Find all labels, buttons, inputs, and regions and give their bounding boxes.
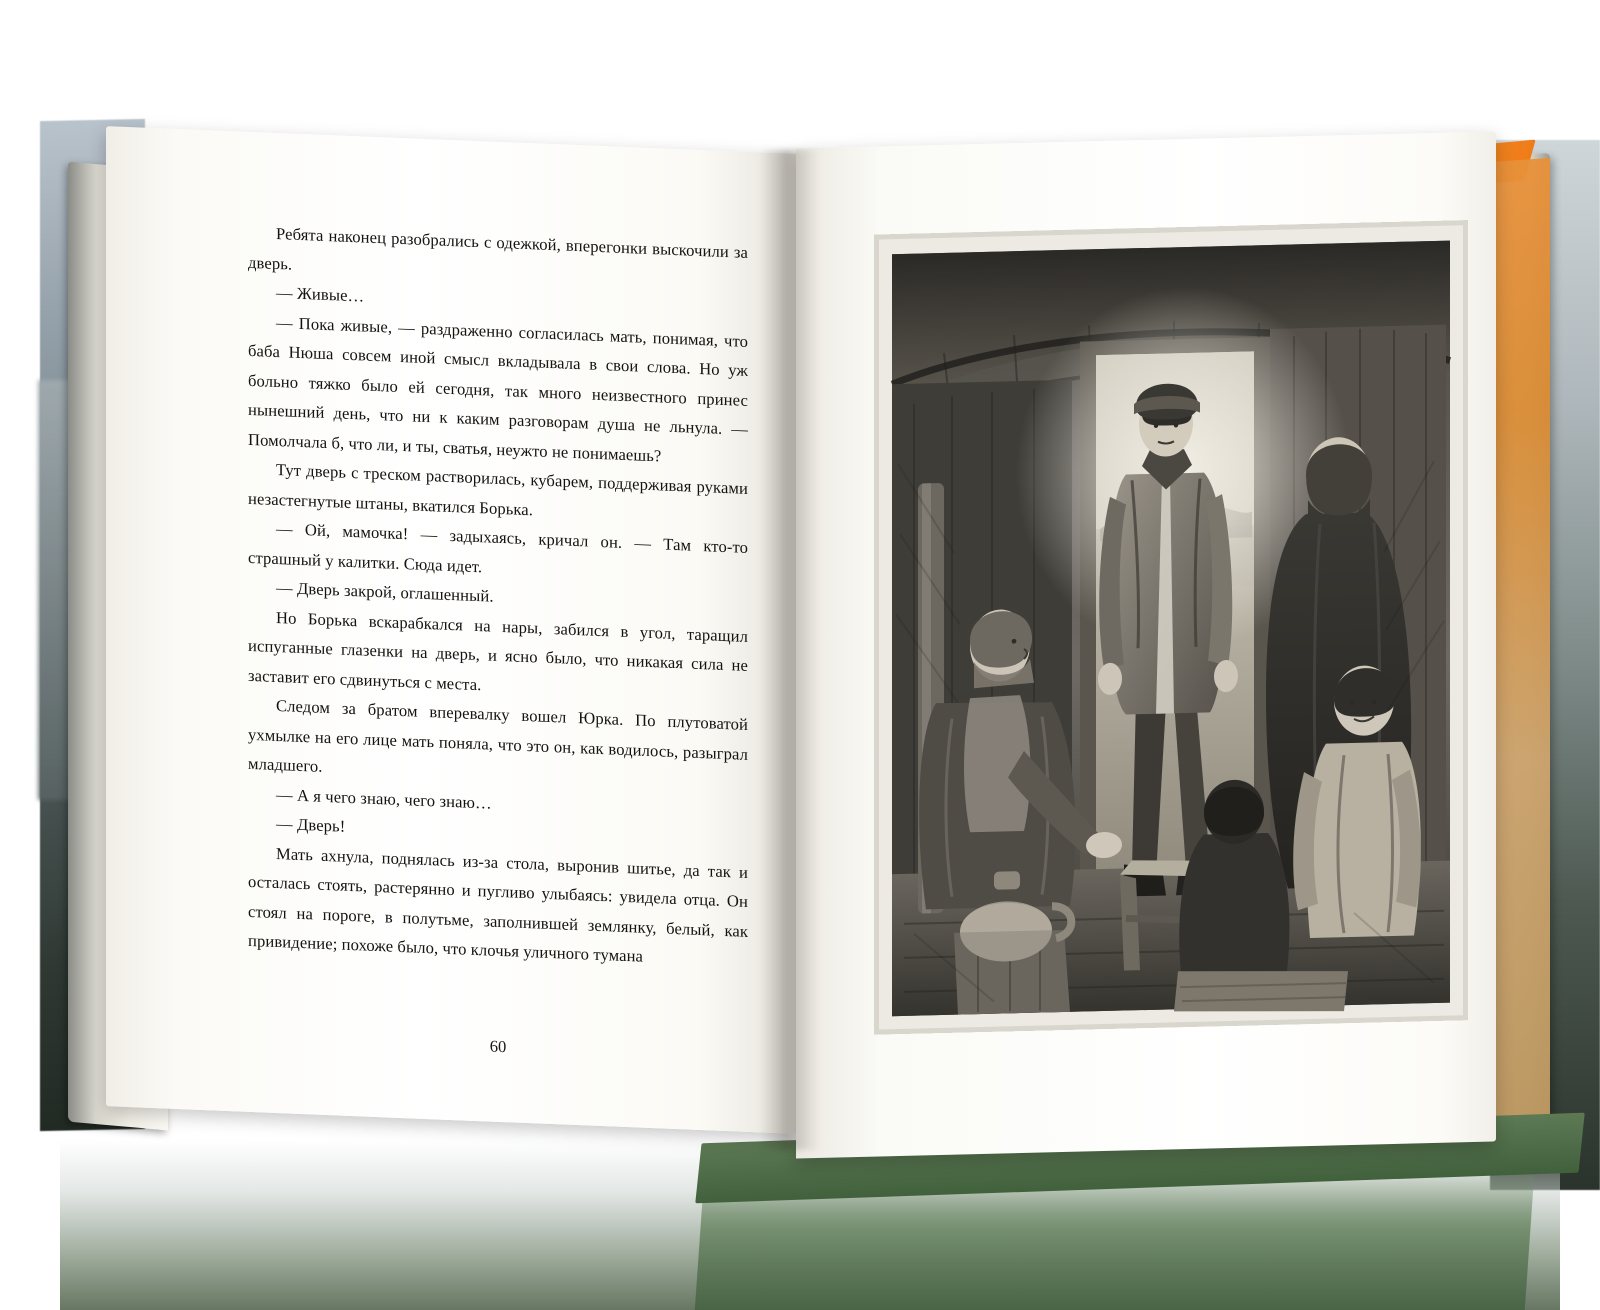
paragraph: — Живые… bbox=[276, 282, 365, 306]
paragraph: Следом за братом вперевалку вошел Юрка. По плутоватой ухмылке на его лице мать поняла, что это он, как водилось, разыграл младшего. bbox=[248, 695, 748, 776]
book-cover-right-edge bbox=[1490, 158, 1550, 1162]
paragraph: — Дверь закрой, оглашенный. bbox=[276, 577, 494, 606]
paragraph: Мать ахнула, поднялась из-за стола, выронив шитье, да так и осталась стоять, растерянно и пугливо улыбаясь: увидела отца. Он стоял на пороге, в полутьме, заполнившей землянку, белый, как привидение; похоже было, что клочья уличного тумана bbox=[248, 843, 748, 966]
page-number: 60 bbox=[489, 1036, 507, 1057]
paragraph: — Дверь! bbox=[276, 813, 346, 836]
pencil-illustration-dugout-interior bbox=[874, 220, 1468, 1035]
paragraph: Но Борька вскарабкался на нары, забился в угол, таращил испуганные глазенки на дверь, и ясно было, что никакая сила не заставит его сдвинуться с места. bbox=[248, 607, 748, 694]
paragraph: Ребята наконец разобрались с одежкой, вперегонки выскочили за дверь. bbox=[248, 223, 748, 274]
paragraph: Тут дверь с треском растворилась, кубарем, поддерживая руками незастегнутые штаны, вкатился Борька. bbox=[248, 459, 748, 519]
open-book bbox=[60, 140, 1550, 1160]
paragraph: — Ой, мамочка! — задыхаясь, кричал он. — Там кто-то страшный у калитки. Сюда идет. bbox=[248, 518, 748, 576]
left-page bbox=[106, 126, 796, 1134]
paragraph: — А я чего знаю, чего знаю… bbox=[276, 784, 492, 813]
right-page bbox=[796, 131, 1496, 1158]
body-text-column bbox=[248, 218, 748, 976]
paragraph: — Пока живые, — раздраженно согласилась мать, понимая, что баба Нюша совсем иной смысл вкладывала в свои слова. Но уж больно тяжко было ей сегодня, так много неизвестного принес нынешний день, что ни к каким разговорам душа не льнула. — Помолчала б, что ли, и ты, сватья, неужто не понимаешь? bbox=[248, 312, 748, 465]
